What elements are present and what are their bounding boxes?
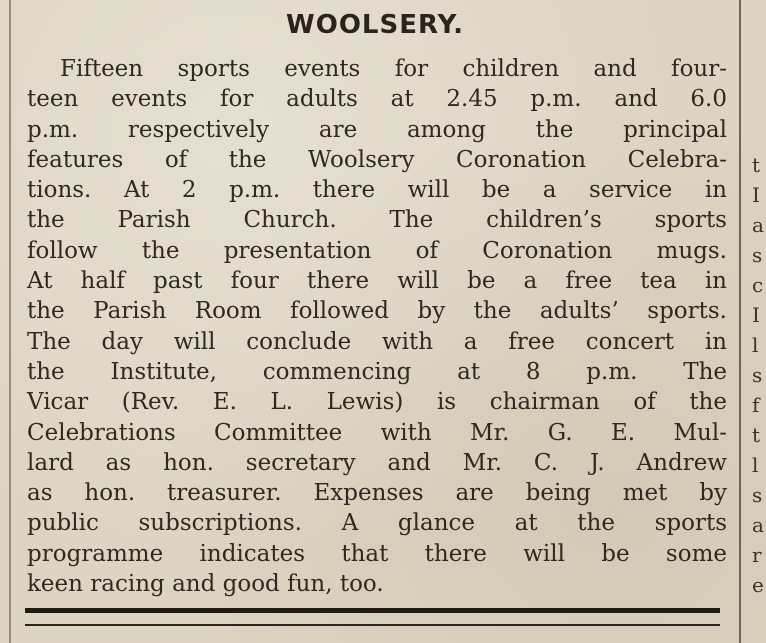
article-line: the Parish Church. The children’s sports: [27, 207, 727, 234]
column-divider-right: [739, 0, 741, 643]
article-line: features of the Woolsery Coronation Celebra-: [27, 146, 727, 173]
adjacent-fragment: f: [752, 393, 760, 417]
article-line: the Parish Room followed by the adults’ sports.: [27, 298, 727, 325]
adjacent-fragment: s: [752, 363, 763, 387]
article-line: Vicar (Rev. E. L. Lewis) is chairman of the: [27, 389, 727, 416]
article-line: the Institute, commencing at 8 p.m. The: [27, 358, 727, 385]
adjacent-fragment: I: [752, 303, 760, 327]
bottom-rule-thick: [25, 608, 720, 613]
adjacent-fragment: I: [752, 183, 760, 207]
adjacent-fragment: t: [752, 153, 761, 177]
article-line: The day will conclude with a free concert in: [27, 328, 727, 355]
article-line: At half past four there will be a free tea in: [27, 268, 727, 295]
article-line: lard as hon. secretary and Mr. C. J. Andrew: [27, 449, 727, 476]
column-divider-left: [9, 0, 11, 643]
adjacent-fragment: t: [752, 423, 761, 447]
adjacent-fragment: l: [752, 453, 759, 477]
article-line: public subscriptions. A glance at the sports: [27, 510, 727, 537]
article-line: teen events for adults at 2.45 p.m. and 6.0: [27, 86, 727, 113]
article-line: as hon. treasurer. Expenses are being met by: [27, 480, 727, 507]
article-line: tions. At 2 p.m. there will be a service in: [27, 177, 727, 204]
article-line: Fifteen sports events for children and four-: [60, 56, 727, 82]
adjacent-fragment: e: [752, 573, 764, 597]
article-line: Celebrations Committee with Mr. G. E. Mul-: [27, 419, 727, 446]
article-line: p.m. respectively are among the principal: [27, 116, 727, 143]
article-line: keen racing and good fun, too.: [27, 571, 384, 598]
adjacent-fragment: r: [752, 543, 762, 567]
adjacent-fragment: a: [752, 513, 764, 537]
adjacent-fragment: l: [752, 333, 759, 357]
article-line: follow the presentation of Coronation mugs.: [27, 237, 727, 264]
adjacent-fragment: c: [752, 273, 764, 297]
adjacent-column-fragments: [752, 150, 766, 600]
adjacent-fragment: s: [752, 483, 763, 507]
adjacent-fragment: a: [752, 213, 764, 237]
bottom-rule-thin: [25, 624, 720, 626]
article-line: programme indicates that there will be some: [27, 540, 727, 567]
adjacent-fragment: s: [752, 243, 763, 267]
article-body: [27, 54, 727, 599]
article-headline: WOOLSERY.: [286, 10, 464, 40]
